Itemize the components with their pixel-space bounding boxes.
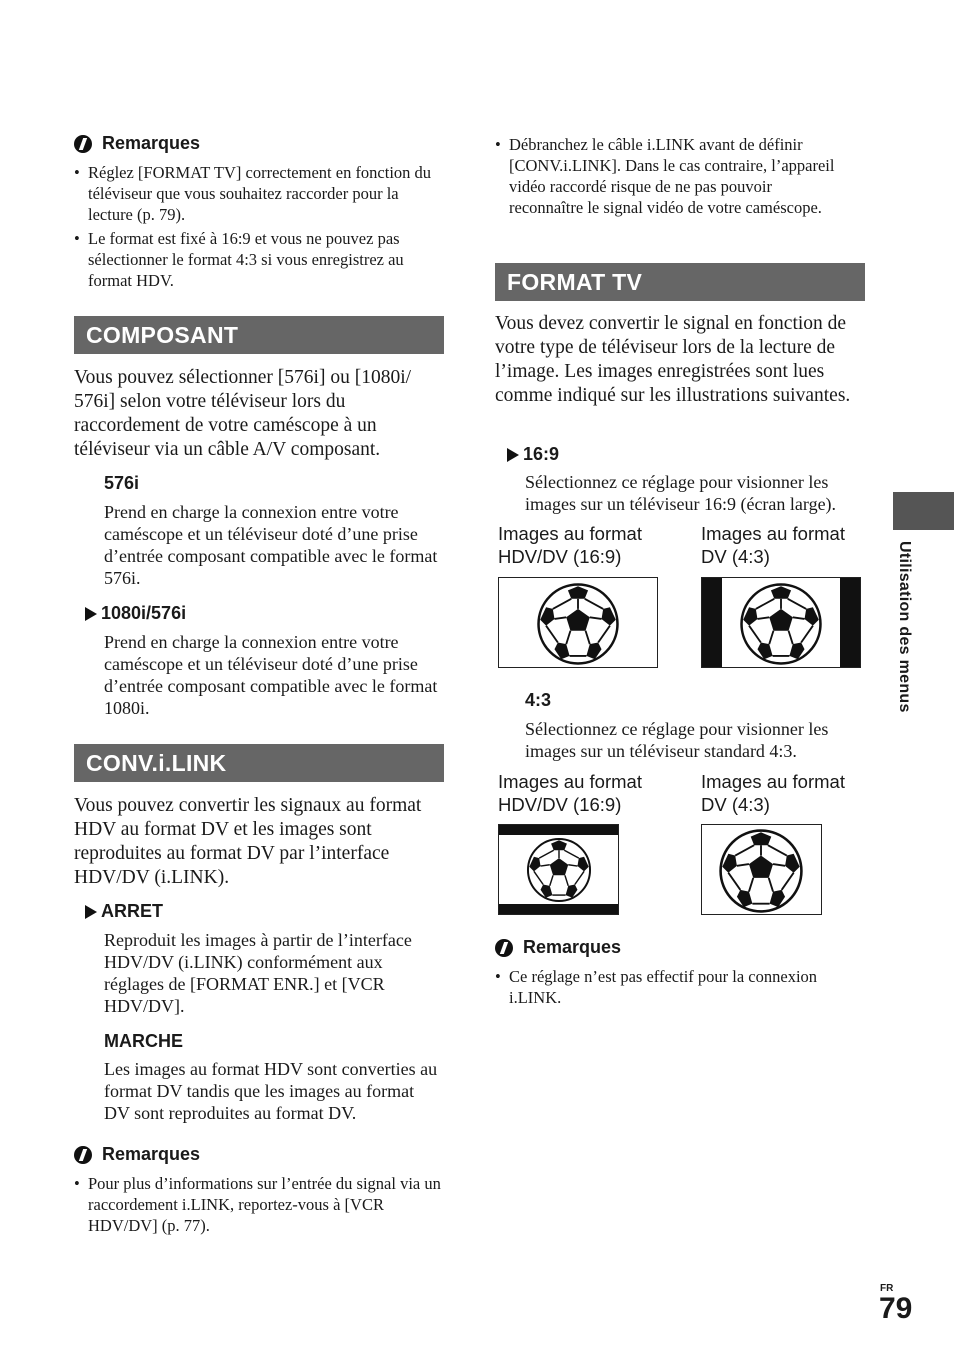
option-marche-text: Les images au format HDV sont converties au format DV tandis que les images au format DV sont reproduites au format DV. (104, 1059, 438, 1123)
selected-default-icon (85, 905, 97, 919)
chapter-tab (893, 492, 954, 530)
option-4-3-text: Sélectionnez ce réglage pour visionner les images sur un téléviseur standard 4:3. (525, 719, 829, 761)
page-number: 79 (879, 1292, 913, 1325)
list-item: • Le format est fixé à 16:9 et vous ne pouvez pas sélectionner le format 4:3 si vous enregistrez au format HDV. (74, 228, 446, 291)
notes-heading-1 (74, 133, 200, 154)
illustration-16-9-dv (701, 577, 861, 668)
notes-title: Remarques (523, 937, 622, 957)
notes-list-3 (495, 966, 857, 1008)
option-16-9-label: 16:9 (507, 444, 559, 465)
option-1080i-text: Prend en charge la connexion entre votre caméscope et un téléviseur doté d’une prise d’entrée composant compatible avec le format 1080i. (104, 632, 438, 718)
illustration-16-9-hdv (498, 577, 658, 668)
illustration-4-3-dv (701, 824, 822, 915)
option-arret-text: Reproduit les images à partir de l’interface HDV/DV (i.LINK) conformément aux réglages de [FORMAT ENR.] et [VCR HDV/DV]. (104, 930, 412, 1016)
chapter-label: Utilisation des menus (896, 541, 913, 713)
warning-icon (74, 135, 92, 153)
warning-icon (495, 939, 513, 957)
selected-default-icon (85, 607, 97, 621)
format-tv-intro: Vous devez convertir le signal en fonction de votre type de téléviseur lors de la lecture de l’image. Les images enregistrées sont lues comme indiqué sur les illustrations suivantes. (495, 313, 851, 406)
list-item: • Ce réglage n’est pas effectif pour la connexion i.LINK. (495, 966, 857, 1008)
section-heading-composant: COMPOSANT (74, 316, 444, 354)
notes-list-1 (74, 162, 446, 291)
list-item: • Débranchez le câble i.LINK avant de définir [CONV.i.LINK]. Dans le cas contraire, l’appareil vidéo raccordé risque de ne pas pouvoir reconnaître le signal vidéo de votre caméscope. (495, 134, 845, 218)
list-item: • Pour plus d’informations sur l’entrée du signal via un raccordement i.LINK, reportez-vous à [VCR HDV/DV] (p. 77). (74, 1173, 446, 1236)
notes-title: Remarques (102, 133, 201, 153)
section-heading-conv-ilink: CONV.i.LINK (74, 744, 444, 782)
notes-heading-2 (74, 1144, 200, 1165)
warning-icon (74, 1146, 92, 1164)
notes-heading-3 (495, 937, 621, 958)
option-arret-label: ARRET (85, 901, 163, 922)
option-576i-label: 576i (104, 473, 140, 493)
caption-hdv-dv-16-9: Images au format HDV/DV (16:9) (498, 771, 642, 815)
caption-dv-4-3: Images au format DV (4:3) (701, 771, 845, 815)
illustration-4-3-hdv (498, 824, 619, 915)
list-item: • Réglez [FORMAT TV] correctement en fonction du téléviseur que vous souhaitez raccorder pour la lecture (p. 79). (74, 162, 446, 225)
notes-title: Remarques (102, 1144, 201, 1164)
conv-ilink-intro: Vous pouvez convertir les signaux au format HDV au format DV et les images sont reproduites au format DV par l’interface HDV/DV (i.LINK). (74, 795, 422, 888)
option-marche-label: MARCHE (104, 1031, 183, 1051)
language-code: FR (880, 1283, 894, 1294)
caption-hdv-dv-16-9: Images au format HDV/DV (16:9) (498, 523, 642, 567)
option-4-3-label: 4:3 (525, 690, 552, 710)
option-1080i-label: 1080i/576i (85, 603, 186, 624)
composant-intro: Vous pouvez sélectionner [576i] ou [1080i/ 576i] selon votre téléviseur lors du raccordement de votre caméscope à un téléviseur via un câble A/V composant. (74, 367, 412, 460)
notes-list-2 (74, 1173, 446, 1236)
option-16-9-text: Sélectionnez ce réglage pour visionner les images sur un téléviseur 16:9 (écran large). (525, 472, 837, 514)
option-576i-text: Prend en charge la connexion entre votre caméscope et un téléviseur doté d’une prise d’entrée composant compatible avec le format 576i. (104, 502, 438, 588)
section-heading-format-tv: FORMAT TV (495, 263, 865, 301)
caption-dv-4-3: Images au format DV (4:3) (701, 523, 845, 567)
selected-default-icon (507, 448, 519, 462)
ilink-warning-list (495, 134, 845, 218)
